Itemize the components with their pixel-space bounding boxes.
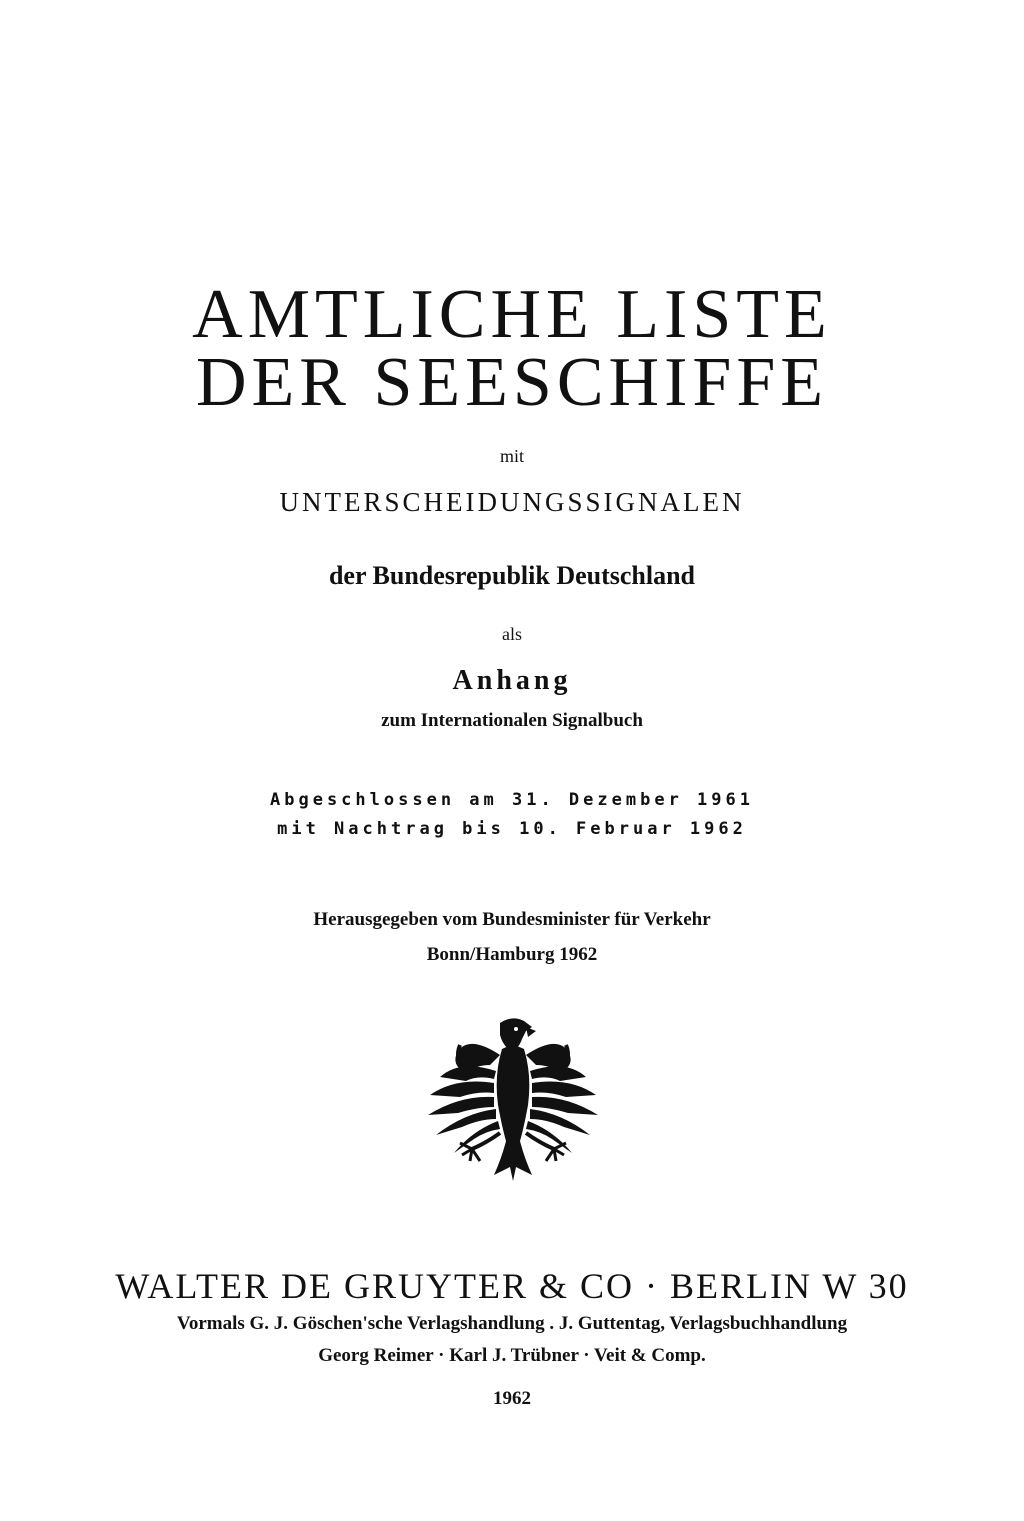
anhang-heading: Anhang xyxy=(452,665,572,696)
publisher-name: WALTER DE GRUYTER & CO · BERLIN W 30 xyxy=(115,1266,909,1306)
subtitle-caps: UNTERSCHEIDUNGSSIGNALEN xyxy=(279,487,745,517)
connector-mit: mit xyxy=(499,446,524,466)
status-line-1: Abgeschlossen am 31. Dezember 1961 xyxy=(270,790,754,810)
connector-als: als xyxy=(502,624,522,644)
federal-eagle-icon xyxy=(420,1015,606,1185)
subtitle-country: der Bundesrepublik Deutschland xyxy=(328,561,696,590)
publisher-history: Vormals G. J. Göschen'sche Verlagshandlung . J. Guttentag, Verlagsbuchhandlung xyxy=(176,1313,848,1334)
title-line-2: DER SEESCHIFFE xyxy=(195,344,829,421)
issuer-line-2: Bonn/Hamburg 1962 xyxy=(426,944,598,965)
status-line-2: mit Nachtrag bis 10. Februar 1962 xyxy=(277,819,747,839)
issuer-line-1: Herausgegeben vom Bundesminister für Verkehr xyxy=(313,909,711,930)
publication-year: 1962 xyxy=(493,1388,531,1409)
title-line-1: AMTLICHE LISTE xyxy=(192,276,832,353)
anhang-subtitle: zum Internationalen Signalbuch xyxy=(381,710,643,731)
publisher-imprints: Georg Reimer · Karl J. Trübner · Veit & Comp. xyxy=(318,1345,706,1366)
